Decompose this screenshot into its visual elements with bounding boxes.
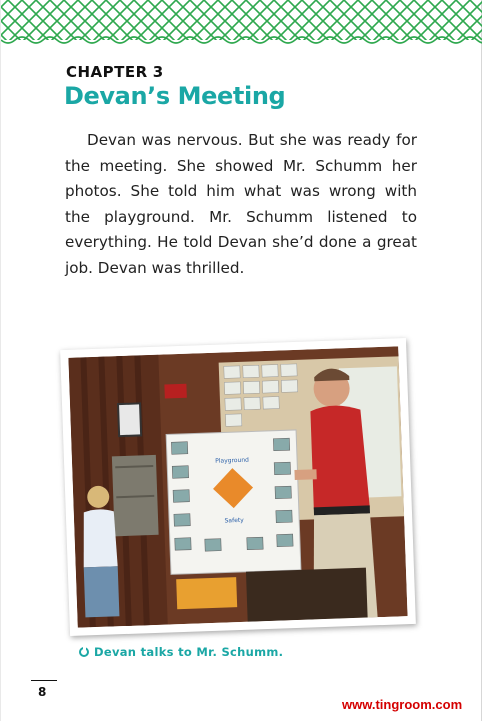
caption-text: Devan talks to Mr. Schumm. (94, 645, 284, 659)
photo-frame (60, 338, 416, 636)
chain-link-fence-border (1, 0, 482, 46)
photo-caption (79, 645, 283, 659)
body-text (65, 128, 417, 282)
chapter-word: CHAPTER (66, 63, 148, 81)
body-paragraph: Devan was nervous. But she was ready for the meeting. She showed Mr. Schumm her photos. She told him what was wrong with the playground. Mr. Schumm listened to everything. He told Devan she’d done a great job. Devan was thrilled. (65, 131, 417, 277)
watermark-url[interactable]: www.tingroom.com (342, 697, 463, 712)
chapter-number: 3 (152, 63, 164, 81)
chapter-label (66, 63, 164, 81)
page-number: 8 (38, 685, 47, 699)
meeting-photo (68, 346, 407, 627)
poster-text-1: Playground (215, 456, 250, 465)
audio-icon[interactable] (79, 647, 89, 657)
poster-text-2: Safety (224, 516, 244, 525)
page-number-rule (31, 680, 57, 681)
chapter-title: Devan’s Meeting (64, 82, 286, 110)
